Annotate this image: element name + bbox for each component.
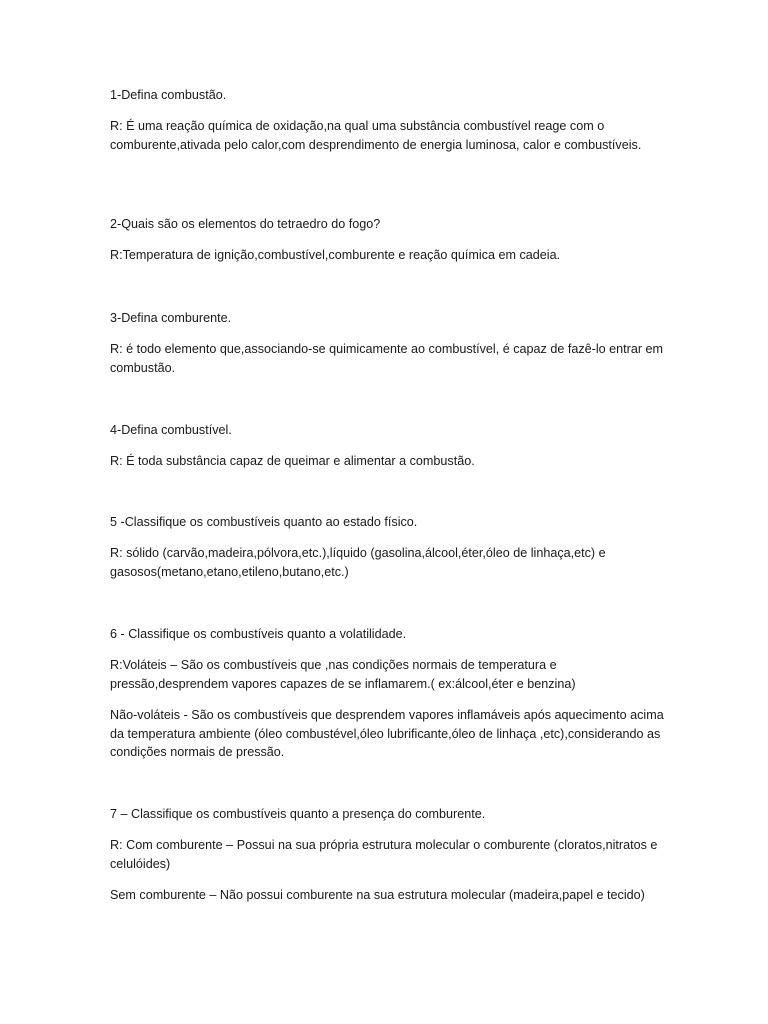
answer-1: R: É uma reação química de oxidação,na qual uma substância combustível reage com o comburente,ativada pelo calor,com desprendimento de energia luminosa, calor e combustíveis. — [110, 119, 642, 152]
answer-5: R: sólido (carvão,madeira,pólvora,etc.),líquido (gasolina,álcool,éter,óleo de linhaça,etc) e gasosos(metano,etano,etileno,butano,etc.) — [110, 546, 606, 579]
question-3: 3-Defina comburente. — [110, 311, 232, 325]
answer-4: R: É toda substância capaz de queimar e alimentar a combustão. — [110, 454, 475, 468]
document-page — [110, 0, 670, 1024]
answer-2: R:Temperatura de ignição,combustível,comburente e reação química em cadeia. — [110, 248, 561, 262]
question-7: 7 – Classifique os combustíveis quanto a presença do comburente. — [110, 807, 486, 821]
question-5: 5 -Classifique os combustíveis quanto ao estado físico. — [110, 515, 418, 529]
question-2: 2-Quais são os elementos do tetraedro do fogo? — [110, 217, 381, 231]
answer-3: R: é todo elemento que,associando-se quimicamente ao combustível, é capaz de fazê-lo entrar em combustão. — [110, 342, 664, 375]
question-1: 1-Defina combustão. — [110, 88, 227, 102]
answer-6-volateis: R:Voláteis – São os combustíveis que ,nas condições normais de temperatura e pressão,desprendem vapores capazes de se inflamarem.( ex:álcool,éter e benzina) — [110, 658, 576, 691]
question-4: 4-Defina combustível. — [110, 423, 232, 437]
answer-7-sem-comburente: Sem comburente – Não possui comburente na sua estrutura molecular (madeira,papel e tecido) — [110, 888, 645, 902]
answer-6-nao-volateis: Não-voláteis - São os combustíveis que desprendem vapores inflamáveis após aquecimento acima da temperatura ambiente (óleo combustével,óleo lubrificante,óleo de linhaça ,etc),considerando as condições normais de pressão. — [110, 708, 664, 759]
answer-7-com-comburente: R: Com comburente – Possui na sua própria estrutura molecular o comburente (cloratos,nitratos e celulóides) — [110, 838, 658, 871]
question-6: 6 - Classifique os combustíveis quanto a volatilidade. — [110, 627, 407, 641]
